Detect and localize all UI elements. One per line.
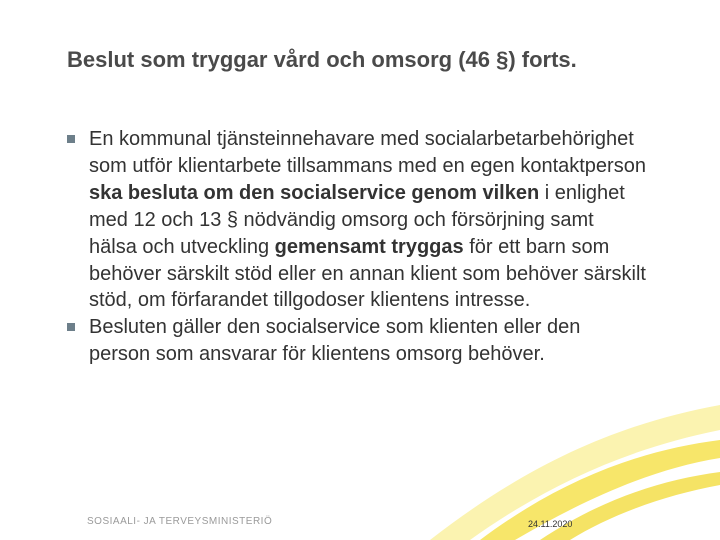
slide-date: 24.11.2020 bbox=[528, 519, 573, 529]
bullet-text-run-bold: gemensamt tryggas bbox=[274, 235, 464, 258]
bullet-item bbox=[67, 314, 647, 368]
square-bullet-icon bbox=[67, 323, 75, 331]
square-bullet-icon bbox=[67, 135, 75, 143]
ministry-logo-text: SOSIAALI- JA TERVEYSMINISTERIÖ bbox=[87, 516, 273, 527]
bullet-text-run: för ett barn som behöver särskilt stöd eller en annan klient som behöver särskilt stöd, om förfarandet tillgodoser klientens intresse. bbox=[89, 235, 646, 312]
bullet-text-run: i enlighet med 12 och 13 § nödvändig omsorg och försörjning samt hälsa och utveckling bbox=[89, 181, 625, 258]
slide-title: Beslut som tryggar vård och omsorg (46 §) forts. bbox=[67, 47, 577, 72]
bullet-text-run-bold: ska besluta om den socialservice genom vilken bbox=[89, 181, 540, 204]
bullet-list bbox=[67, 126, 647, 368]
bullet-text-run: En kommunal tjänsteinnehavare med socialarbetarbehörighet som utför klientarbete tillsammans med en egen kontaktperson bbox=[89, 128, 646, 177]
bullet-text bbox=[89, 316, 580, 365]
bullet-item bbox=[67, 126, 647, 314]
bullet-text bbox=[89, 128, 646, 311]
bullet-text-run: Besluten gäller den socialservice som klienten eller den person som ansvarar för klientens omsorg behöver. bbox=[89, 316, 581, 366]
